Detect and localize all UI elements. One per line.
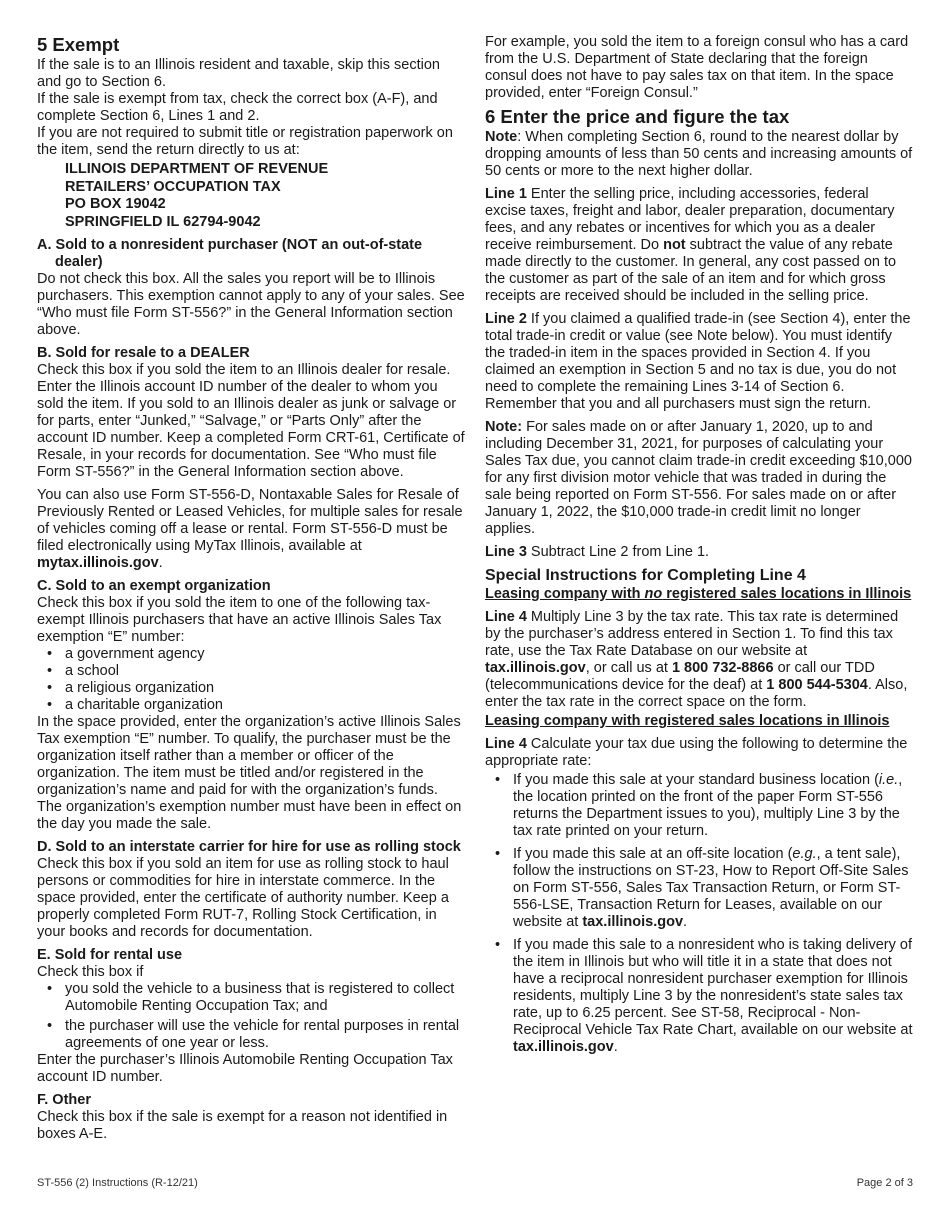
punctuation: .	[613, 1039, 618, 1055]
text: If you made this sale at an off-site location (	[513, 846, 793, 862]
line-4-text: Multiply Line 3 by the tax rate. This tax rate is determined by the purchaser’s address entered in Section 1. To find this tax rate, use the Tax Rate Database on our website at	[485, 609, 899, 659]
punctuation: .	[683, 914, 688, 930]
section-5-title: 5 Exempt	[37, 34, 120, 55]
list-item: • a charitable organization	[37, 697, 465, 714]
option-a-title: A. Sold to a nonresident purchaser (NOT an out-of-state dealer)	[37, 237, 423, 270]
option-f-text: Check this box if the sale is exempt for a reason not identified in boxes A-E.	[37, 1109, 448, 1142]
note-2-label: Note:	[485, 419, 523, 435]
text: , a tent sale), follow the instructions on ST-23, How to Report Off-Site Sales on Form ST-556, Sales Tax Transaction Return, or Form ST-556-LSE, Transaction Return for Leases, available on our website at	[513, 846, 909, 930]
emphasis-no: no	[644, 586, 663, 602]
list-item: • a government agency	[37, 646, 465, 663]
line-2-instructions	[485, 311, 913, 413]
option-f-title: F. Other	[37, 1092, 91, 1108]
rounding-note	[485, 129, 913, 180]
line-3-label: Line 3	[485, 544, 527, 560]
address-line: PO BOX 19042	[65, 196, 166, 212]
foreign-consul-example: For example, you sold the item to a foreign consul who has a card from the U.S. Department of State declaring that the foreign consul does not have to pay sales tax on that item. In the space provided, enter “Foreign Consul.”	[485, 34, 909, 101]
rental-conditions-list	[37, 981, 465, 1052]
section-6-title: 6 Enter the price and figure the tax	[485, 106, 790, 127]
exempt-purchaser-list	[37, 646, 465, 714]
list-item: • you sold the vehicle to a business that is registered to collect Automobile Renting Occupation Tax; and	[37, 981, 465, 1015]
heading-part: Leasing company with	[485, 586, 645, 602]
line-2-label: Line 2	[485, 311, 527, 327]
text: If you made this sale at your standard business location (	[513, 772, 879, 788]
sec5-paragraph-2: If the sale is exempt from tax, check the correct box (A-F), and complete Section 6, Lines 1 and 2.	[37, 91, 438, 124]
option-d-text: Check this box if you sold an item for use as rolling stock to haul persons or commodities for hire in interstate commerce. In the space provided, enter the certificate of authority number. Keep a properly completed Form RUT-7, Rolling Stock Certification, in your books and records for documentation.	[37, 856, 449, 940]
website-link: tax.illinois.gov	[485, 660, 586, 676]
line-1-text: Enter the selling price, including accessories, federal excise taxes, freight and labor, dealer preparation, documentary fees, and any rebates or incentives for which you as a dealer receive reimbursement. Do	[485, 186, 895, 253]
mailing-address	[37, 161, 465, 231]
option-d-title: D. Sold to an interstate carrier for hire for use as rolling stock	[37, 839, 461, 855]
option-e-title: E. Sold for rental use	[37, 947, 183, 963]
note-2-text: For sales made on or after January 1, 2020, up to and including December 31, 2021, for purposes of calculating your Sales Tax due, you cannot claim trade-in credit exceeding $10,000 for any first division motor vehicle that was traded in during the sale being reported on Form ST-556. For sales made on or after January 1, 2022, the $10,000 trade-in credit limit no longer applies.	[485, 419, 912, 537]
line-4-label: Line 4	[485, 609, 527, 625]
line-4-no-locations	[485, 609, 913, 711]
sec5-paragraph-1: If the sale is to an Illinois resident and taxable, skip this section and go to Section 6.	[37, 57, 440, 90]
special-instructions-title: Special Instructions for Completing Line 4	[485, 567, 806, 584]
line-1-instructions	[485, 186, 913, 305]
list-item: • a religious organization	[37, 680, 465, 697]
line-4-text: . Also, enter the tax rate in the correct space on the form.	[485, 677, 908, 710]
text: , the location printed on the front of the paper Form ST-556 returns the Department issues to you), multiply Line 3 by the tax rate printed on your return.	[513, 772, 903, 839]
option-c-text-1: Check this box if you sold the item to one of the following tax-exempt Illinois purchasers that have an active Illinois Sales Tax exemption “E” number:	[37, 595, 442, 645]
line-1-label: Line 1	[485, 186, 527, 202]
line-4-text: Calculate your tax due using the following to determine the appropriate rate:	[485, 736, 908, 769]
line-3-instructions	[485, 544, 913, 561]
option-e-text-2: Enter the purchaser’s Illinois Automobile Renting Occupation Tax account ID number.	[37, 1052, 453, 1085]
list-item: • a school	[37, 663, 465, 680]
list-item	[485, 772, 913, 840]
leasing-with-locations-heading: Leasing company with registered sales locations in Illinois	[485, 713, 890, 729]
emphasis-not: not	[663, 237, 686, 253]
option-b-text-1: Check this box if you sold the item to an Illinois dealer for resale. Enter the Illinois account ID number of the dealer to whom you sold the item. If you sold to an Illinois dealer as junk or salvage or for parts, enter “Junked,” “Salvage,” or “Parts Only” after the account ID number. Keep a completed Form CRT-61, Certificate of Resale, in your records for documentation. See “Who must file Form ST-556?” in the General Information section above.	[37, 362, 465, 480]
note-text: : When completing Section 6, round to the nearest dollar by dropping amounts of less than 50 cents and increasing amounts of 50 cents or more to the next higher dollar.	[485, 129, 913, 179]
form-revision-footer: ST-556 (2) Instructions (R-12/21)	[37, 1177, 198, 1189]
heading-part: registered sales locations in Illinois	[662, 586, 912, 602]
line-4-with-locations	[485, 736, 913, 770]
abbr-ie: i.e.	[878, 772, 899, 788]
line-4-label: Line 4	[485, 736, 527, 752]
option-c-text-2: In the space provided, enter the organization’s active Illinois Sales Tax exemption “E” number. To qualify, the purchaser must be the organization itself rather than a member or officer of the organization. The item must be titled and/or registered in the organization’s name and paid for with the organization’s funds. The organization’s exemption number must have been in effect on the day you made the sale.	[37, 714, 462, 832]
rate-rules-list	[485, 772, 913, 1056]
list-item: • the purchaser will use the vehicle for rental purposes in rental agreements of one year or less.	[37, 1018, 465, 1052]
line-4-text: or call our TDD (telecommunications device for the deaf) at	[485, 660, 875, 693]
sec5-paragraph-3: If you are not required to submit title or registration paperwork on the item, send the return directly to us at:	[37, 125, 453, 158]
list-item	[485, 937, 913, 1056]
page-number: Page 2 of 3	[856, 1177, 913, 1189]
option-a-text: Do not check this box. All the sales you report will be to Illinois purchasers. This exemption cannot apply to any of your sales. See “Who must file Form ST-556?” in the General Information section above.	[37, 271, 465, 338]
left-column	[37, 34, 465, 1143]
trade-in-note	[485, 419, 913, 538]
note-label: Note	[485, 129, 518, 145]
line-4-text: , or call us at	[585, 660, 672, 676]
right-column	[485, 34, 913, 1062]
phone-number: 1 800 732-8866	[671, 660, 774, 676]
mytax-link: mytax.illinois.gov	[37, 555, 159, 571]
website-link: tax.illinois.gov	[513, 1039, 614, 1055]
address-line: SPRINGFIELD IL 62794-9042	[65, 213, 261, 230]
option-c-title: C. Sold to an exempt organization	[37, 578, 271, 594]
address-line: RETAILERS’ OCCUPATION TAX	[65, 178, 281, 195]
leasing-no-locations-heading	[485, 586, 913, 603]
list-item	[485, 846, 913, 931]
option-e-text-1: Check this box if	[37, 964, 144, 980]
option-b-text-2-body: You can also use Form ST-556-D, Nontaxable Sales for Resale of Previously Rented or Leased Vehicles, for multiple sales for resale of vehicles coming off a lease or rental. Form ST-556-D must be filed electronically using MyTax Illinois, available at	[37, 487, 463, 554]
option-b-title: B. Sold for resale to a DEALER	[37, 345, 250, 361]
line-1-text-cont: subtract the value of any rebate made directly to the customer. In general, any cost passed on to the customer as part of the sale of an item and for which gross receipts are received should be included in the selling price.	[485, 237, 897, 304]
text: If you made this sale to a nonresident who is taking delivery of the item in Illinois but who will title it in a state that does not have a reciprocal nonresident purchaser exemption for Illinois residents, multiply Line 3 by the nonresident’s state sales tax rate, up to 6.25 percent. See ST-58, Reciprocal - Non-Reciprocal Vehicle Tax Rate Chart, available on our website at	[513, 937, 913, 1038]
tdd-number: 1 800 544-5304	[766, 677, 868, 693]
punctuation: .	[158, 555, 163, 571]
line-2-text: If you claimed a qualified trade-in (see Section 4), enter the total trade-in credit or value (see Note below). You must identify the traded-in item in the spaces provided in Section 4. If you claimed an exemption in Section 5 and no tax is due, you do not need to complete the remaining Lines 3-14 of Section 6. Remember that you and all purchasers must sign the return.	[485, 311, 911, 412]
address-line: ILLINOIS DEPARTMENT OF REVENUE	[65, 161, 329, 177]
website-link: tax.illinois.gov	[582, 914, 684, 930]
option-b-text-2	[37, 487, 465, 572]
line-3-text: Subtract Line 2 from Line 1.	[526, 544, 710, 560]
abbr-eg: e.g.	[792, 846, 817, 862]
